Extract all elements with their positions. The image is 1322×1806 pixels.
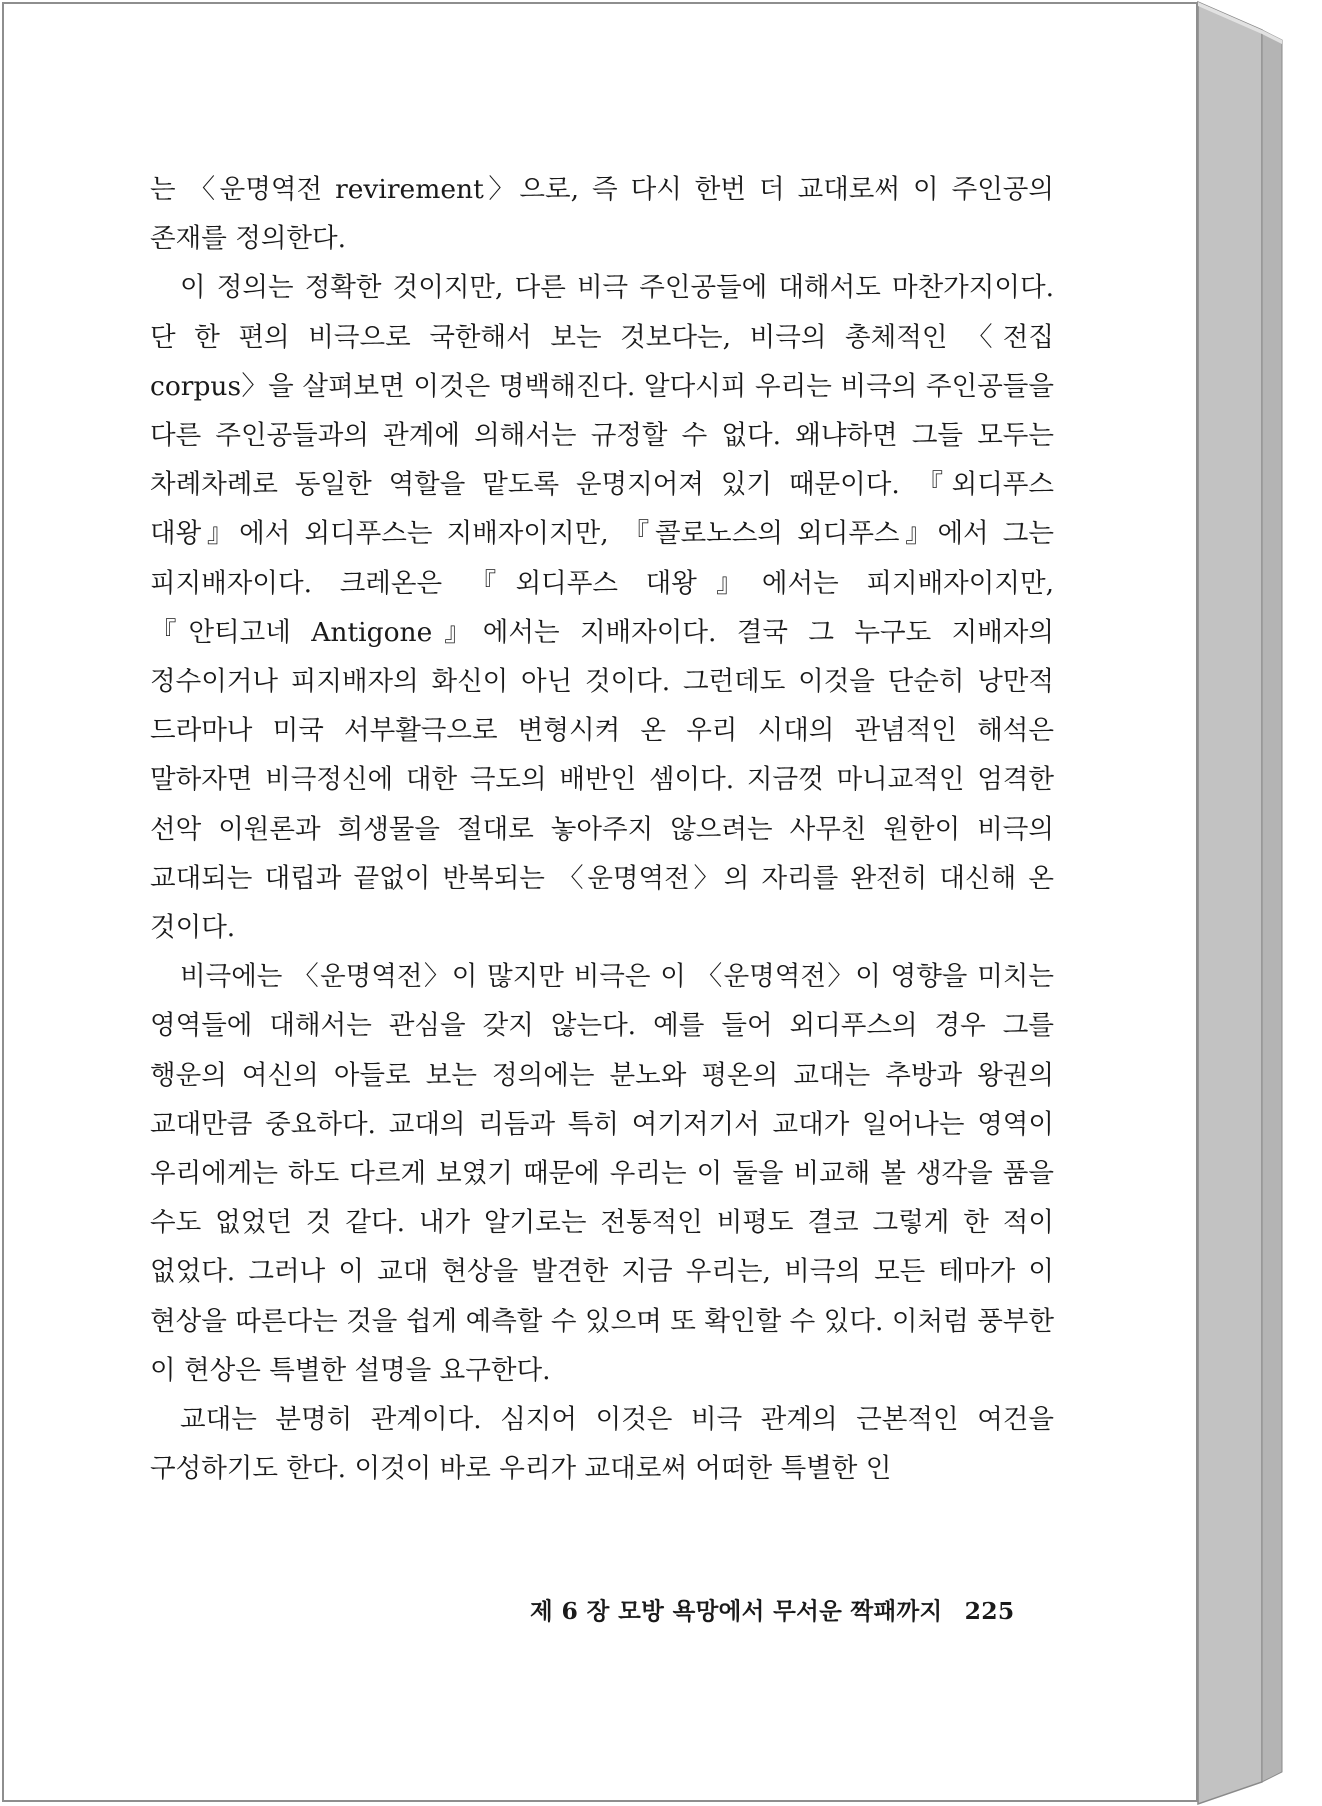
page	[2, 2, 1198, 1802]
paragraph: 비극에는 〈운명역전〉이 많지만 비극은 이 〈운명역전〉이 영향을 미치는 영역들에 대해서는 관심을 갖지 않는다. 예를 들어 외디푸스의 경우 그를 행운의 여신의 아들로 보는 정의에는 분노와 평온의 교대는 추방과 왕권의 교대만큼 중요하다. 교대의 리듬과 특히 여기저기서 교대가 일어나는 영역이 우리에게는 하도 다르게 보였기 때문에 우리는 이 둘을 비교해 볼 생각을 품을 수도 없었던 것 같다. 내가 알기로는 전통적인 비평도 결코 그렇게 한 적이 없었다. 그러나 이 교대 현상을 발견한 지금 우리는, 비극의 모든 테마가 이 현상을 따른다는 것을 쉽게 예측할 수 있으며 또 확인할 수 있다. 이처럼 풍부한 이 현상은 특별한 설명을 요구한다.	[150, 961, 1054, 1386]
body-text	[150, 165, 1054, 1493]
page-number: 225	[964, 1597, 1015, 1625]
paragraph: 는 〈운명역전 revirement〉으로, 즉 다시 한번 더 교대로써 이 주인공의 존재를 정의한다.	[150, 174, 1054, 255]
paragraph: 교대는 분명히 관계이다. 심지어 이것은 비극 관계의 근본적인 여건을 구성하기도 한다. 이것이 바로 우리가 교대로써 어떠한 특별한 인	[150, 1404, 1054, 1485]
chapter-title: 제 6 장 모방 욕망에서 무서운 짝패까지	[530, 1597, 943, 1625]
paragraph: 이 정의는 정확한 것이지만, 다른 비극 주인공들에 대해서도 마찬가지이다. 단 한 편의 비극으로 국한해서 보는 것보다는, 비극의 총체적인 〈전집 corpus〉을 살펴보면 이것은 명백해진다. 알다시피 우리는 비극의 주인공들을 다른 주인공들과의 관계에 의해서는 규정할 수 없다. 왜냐하면 그들 모두는 차례차례로 동일한 역할을 맡도록 운명지어져 있기 때문이다. 『외디푸스 대왕』에서 외디푸스는 지배자이지만, 『콜로노스의 외디푸스』에서 그는 피지배자이다. 크레온은 『외디푸스 대왕』에서는 피지배자이지만, 『안티고네 Antigone』에서는 지배자이다. 결국 그 누구도 지배자의 정수이거나 피지배자의 화신이 아닌 것이다. 그런데도 이것을 단순히 낭만적 드라마나 미국 서부활극으로 변형시켜 온 우리 시대의 관념적인 해석은 말하자면 비극정신에 대한 극도의 배반인 셈이다. 지금껏 마니교적인 엄격한 선악 이원론과 희생물을 절대로 놓아주지 않으려는 사무친 원한이 비극의 교대되는 대립과 끝없이 반복되는 〈운명역전〉의 자리를 완전히 대신해 온 것이다.	[150, 272, 1054, 944]
running-footer	[530, 1592, 1015, 1626]
